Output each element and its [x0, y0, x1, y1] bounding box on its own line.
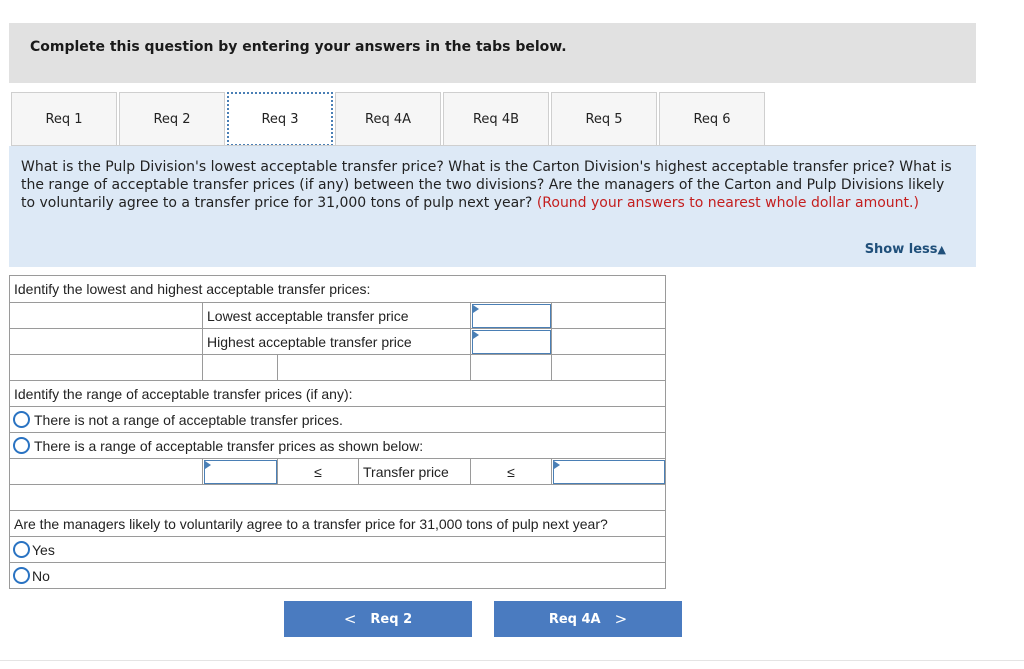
tab-req-5[interactable]: Req 5: [551, 92, 657, 145]
radio-no[interactable]: [13, 567, 30, 584]
lowest-price-label: Lowest acceptable transfer price: [202, 303, 470, 328]
answer-grid: [9, 275, 666, 589]
instruction-banner: [9, 23, 976, 83]
table-row: [10, 536, 665, 562]
section3-heading: Are the managers likely to voluntarily agree to a transfer price for 31,000 tons of pulp next year?: [14, 515, 608, 532]
radio-no-range[interactable]: [13, 411, 30, 428]
tab-req-2[interactable]: Req 2: [119, 92, 225, 145]
table-row: [10, 380, 665, 406]
show-less-link[interactable]: [865, 242, 946, 257]
tab-bar: [11, 92, 976, 146]
no-label: No: [32, 567, 50, 584]
lowest-price-input[interactable]: [472, 304, 551, 328]
tab-req-1[interactable]: Req 1: [11, 92, 117, 145]
yes-label: Yes: [32, 541, 55, 558]
table-row: [10, 458, 665, 484]
prev-req-label: Req 2: [370, 611, 413, 627]
show-less-label: Show less: [864, 242, 938, 257]
no-range-label: There is not a range of acceptable transfer prices.: [34, 411, 343, 428]
next-req-label: Req 4A: [548, 611, 601, 627]
radio-has-range[interactable]: [13, 437, 30, 454]
leq-symbol: ≤: [277, 459, 358, 484]
question-panel: [9, 146, 976, 267]
tab-req-3[interactable]: Req 3: [227, 92, 333, 146]
highest-price-input[interactable]: [472, 330, 551, 354]
table-row: [10, 510, 665, 536]
tab-req-6[interactable]: Req 6: [659, 92, 765, 145]
range-low-input[interactable]: [204, 460, 277, 484]
instruction-text: Complete this question by entering your answers in the tabs below.: [30, 39, 567, 55]
tab-req-4b[interactable]: Req 4B: [443, 92, 549, 145]
prev-req-button[interactable]: [284, 601, 472, 637]
table-row: [10, 276, 665, 302]
table-row: [10, 406, 665, 432]
table-row: [10, 302, 665, 328]
question-text: [21, 158, 956, 212]
table-row: [10, 432, 665, 458]
chevron-left-icon: <: [343, 610, 357, 628]
table-row: [10, 354, 665, 380]
tab-req-4a[interactable]: Req 4A: [335, 92, 441, 145]
next-req-button[interactable]: [494, 601, 682, 637]
section2-heading: Identify the range of acceptable transfer prices (if any):: [14, 385, 353, 402]
footer-divider: [0, 660, 1024, 661]
triangle-up-icon: ▲: [937, 243, 946, 256]
radio-yes[interactable]: [13, 541, 30, 558]
highest-price-label: Highest acceptable transfer price: [202, 329, 470, 354]
table-row: [10, 484, 665, 510]
question-body: What is the Pulp Division's lowest acceptable transfer price? What is the Carton Division's highest acceptable transfer price? What is the range of acceptable transfer prices (if any) between the two divisions? Are the managers of the Carton and Pulp Divisions likely to voluntarily agree to a transfer price for 31,000 tons of pulp next year?: [21, 159, 952, 211]
table-row: [10, 328, 665, 354]
rounding-note: (Round your answers to nearest whole dollar amount.): [536, 195, 919, 211]
leq-symbol: ≤: [470, 459, 551, 484]
chevron-right-icon: >: [614, 610, 628, 628]
transfer-price-label: Transfer price: [358, 459, 470, 484]
section1-heading: Identify the lowest and highest acceptable transfer prices:: [14, 281, 371, 297]
range-high-input[interactable]: [553, 460, 665, 484]
table-row: [10, 562, 665, 588]
has-range-label: There is a range of acceptable transfer prices as shown below:: [34, 437, 424, 454]
